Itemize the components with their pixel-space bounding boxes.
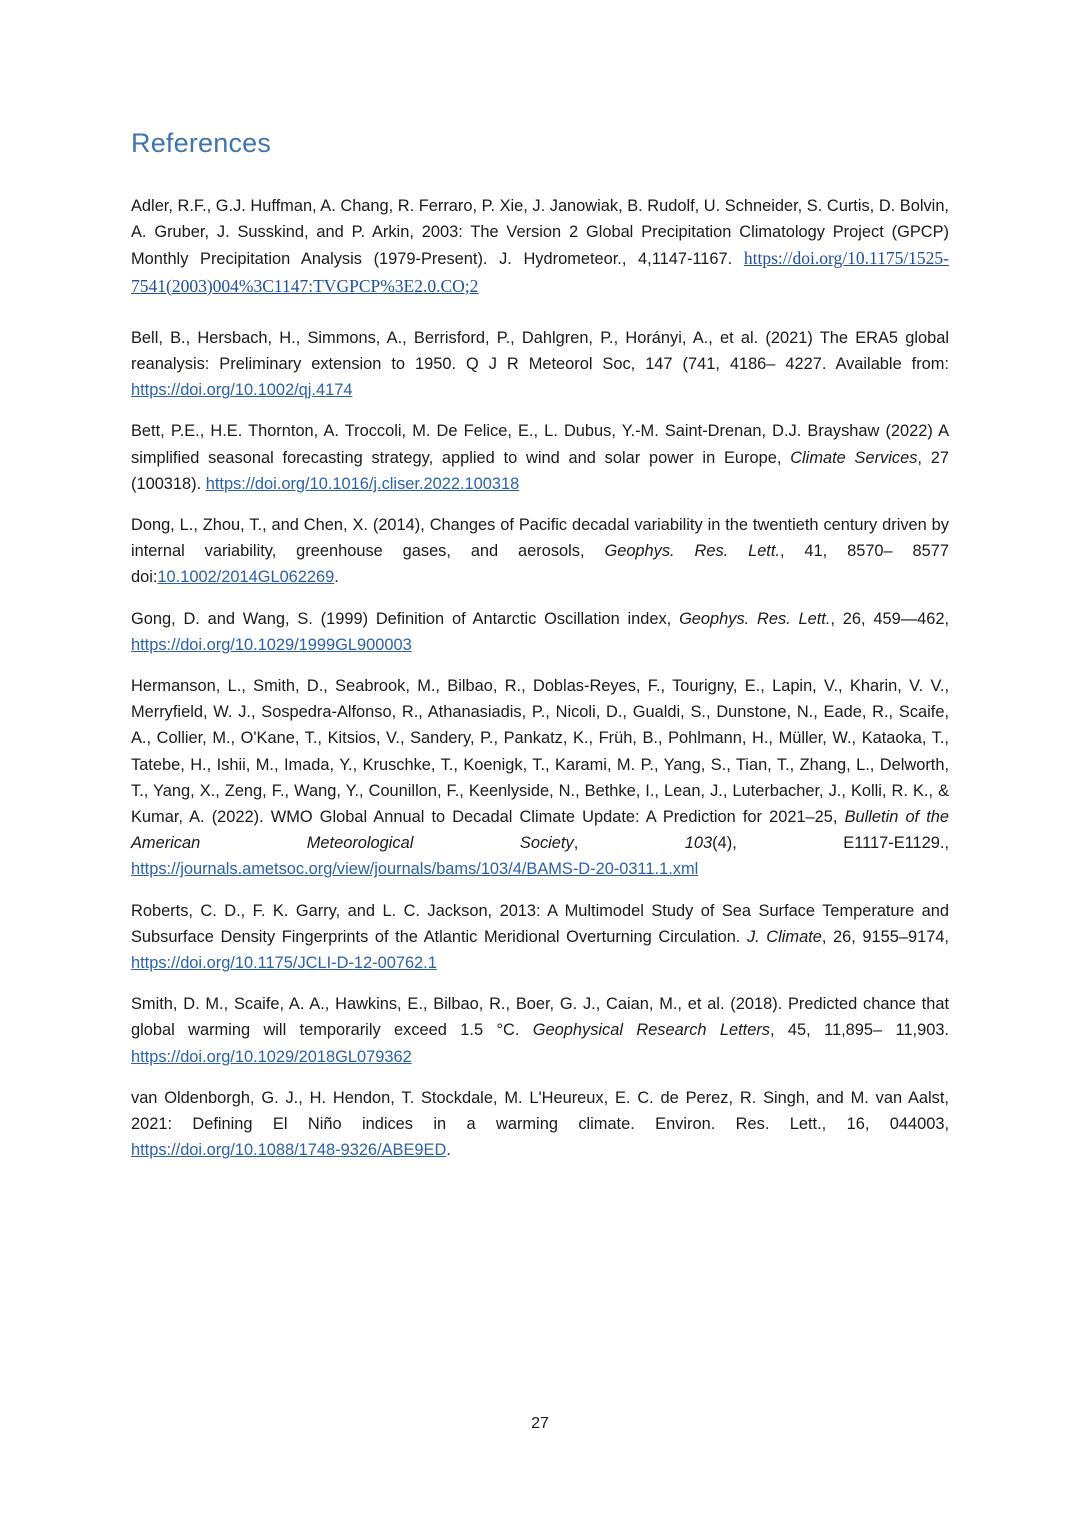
reference-link[interactable]: https://doi.org/10.1016/j.cliser.2022.100318 [205,474,520,493]
page-title: References [131,128,272,158]
reference-item [131,193,949,300]
reference-item [131,898,949,977]
reference-text: , 45, 11,895– 11,903. [770,1021,949,1040]
reference-text: Dong, L., Zhou, T., and Chen, X. (2014), Changes of Pacific decadal variability in the twentieth century driven by internal variability, greenhouse gases, and aerosols, [131,516,949,561]
reference-volume: 103 [684,834,713,853]
reference-item [131,1085,949,1164]
reference-item [131,325,949,404]
reference-text: van Oldenborgh, G. J., H. Hendon, T. Stockdale, M. L'Heureux, E. C. de Perez, R. Singh, and M. van Aalst, 2021: Defining El Niño indices in a warming climate. Environ. Res. Lett., 16, 044003, [131,1088,949,1134]
reference-text: Smith, D. M., Scaife, A. A., Hawkins, E., Bilbao, R., Boer, G. J., Caian, M., et al. (2018). Predicted chance that global warming will temporarily exceed 1.5 °C. [131,995,949,1040]
reference-link[interactable]: https://doi.org/10.1029/2018GL079362 [131,1047,412,1066]
reference-trailing: . [446,1141,451,1160]
reference-trailing: . [334,568,339,587]
reference-text: Roberts, C. D., F. K. Garry, and L. C. Jackson, 2013: A Multimodel Study of Sea Surface Temperature and Subsurface Density Fingerprints of the Atlantic Meridional Overturning Circulation. [131,901,949,946]
reference-link[interactable]: https://doi.org/10.1029/1999GL900003 [131,635,412,654]
reference-text: Adler, R.F., G.J. Huffman, A. Chang, R. Ferraro, P. Xie, J. Janowiak, B. Rudolf, U. Schneider, S. Curtis, D. Bolvin, A. Gruber, J. Susskind, and P. Arkin, 2003: The Version 2 Global Precipitation Climatology Project (GPCP) Monthly Precipitation Analysis (1979-Present). J. Hydrometeor., 4,1147-1167. [131,197,949,269]
reference-journal: Geophysical Research Letters [532,1021,770,1040]
reference-journal: Climate Services [790,448,918,467]
reference-link[interactable]: https://doi.org/10.1002/qj.4174 [131,381,353,400]
reference-text: , 41, 8570– 8577 doi: [131,542,950,587]
reference-journal: Geophys. Res. Lett. [679,609,831,628]
reference-text: Gong, D. and Wang, S. (1999) Definition of Antarctic Oscillation index, [131,609,672,628]
reference-text: , [573,834,685,853]
page-number: 27 [531,1415,549,1432]
reference-journal: J. Climate [746,927,822,946]
reference-link[interactable]: https://doi.org/10.1088/1748-9326/ABE9ED [131,1141,447,1160]
reference-item [131,418,949,497]
reference-text: Hermanson, L., Smith, D., Seabrook, M., Bilbao, R., Doblas-Reyes, F., Tourigny, E., Lapin, V., Kharin, V. V., Merryfield, W. J., Sospedra-Alfonso, R., Athanasiadis, P., Nicoli, D., Gualdi, S., Dunstone, N., Eade, R., Scaife, A., Collier, M., O'Kane, T., Kitsios, V., Sandery, P., Pankatz, K., Früh, B., Pohlmann, H., Müller, W., Kataoka, T., Tatebe, H., Ishii, M., Imada, Y., Kruschke, T., Koenigk, T., Karami, M. P., Yang, S., Tian, T., Zhang, L., Delworth, T., Yang, X., Zeng, F., Wang, Y., Counillon, F., Keenlyside, N., Bethke, I., Lean, J., Luterbacher, J., Kolli, R. K., & Kumar, A. (2022). WMO Global Annual to Decadal Climate Update: A Prediction for 2021–25, [131,677,949,827]
reference-text: Bell, B., Hersbach, H., Simmons, A., Berrisford, P., Dahlgren, P., Horányi, A., et al. (2021) The ERA5 global reanalysis: Preliminary extension to 1950. Q J R Meteorol Soc, 147 (741, 4186– 4227. Available from: [131,328,949,374]
reference-link[interactable]: https://journals.ametsoc.org/view/journals/bams/103/4/BAMS-D-20-0311.1.xml [131,860,699,879]
reference-text: , 26, 459—462, [830,609,950,628]
reference-item [131,991,949,1070]
reference-item [131,673,949,883]
reference-text: , 26, 9155–9174, [821,927,949,946]
reference-link[interactable]: https://doi.org/10.1175/JCLI-D-12-00762.1 [131,954,437,973]
reference-link[interactable]: 10.1002/2014GL062269 [157,568,335,587]
reference-text: (4), E1117-E1129., [712,834,949,853]
reference-item [131,512,949,591]
reference-link[interactable]: https://doi.org/10.1175/1525-7541(2003)004%3C1147:TVGPCP%3E2.0.CO;2 [131,248,950,296]
reference-text: Bett, P.E., H.E. Thornton, A. Troccoli, M. De Felice, E., L. Dubus, Y.-M. Saint-Drenan, D.J. Brayshaw (2022) A simplified seasonal forecasting strategy, applied to wind and solar power in Europe, [131,422,949,467]
reference-journal: Bulletin of the American Meteorological Society [131,808,949,853]
reference-item [131,606,949,658]
reference-text: , 27 (100318). [131,448,949,493]
reference-list [131,193,949,1179]
reference-journal: Geophys. Res. Lett. [604,542,780,561]
